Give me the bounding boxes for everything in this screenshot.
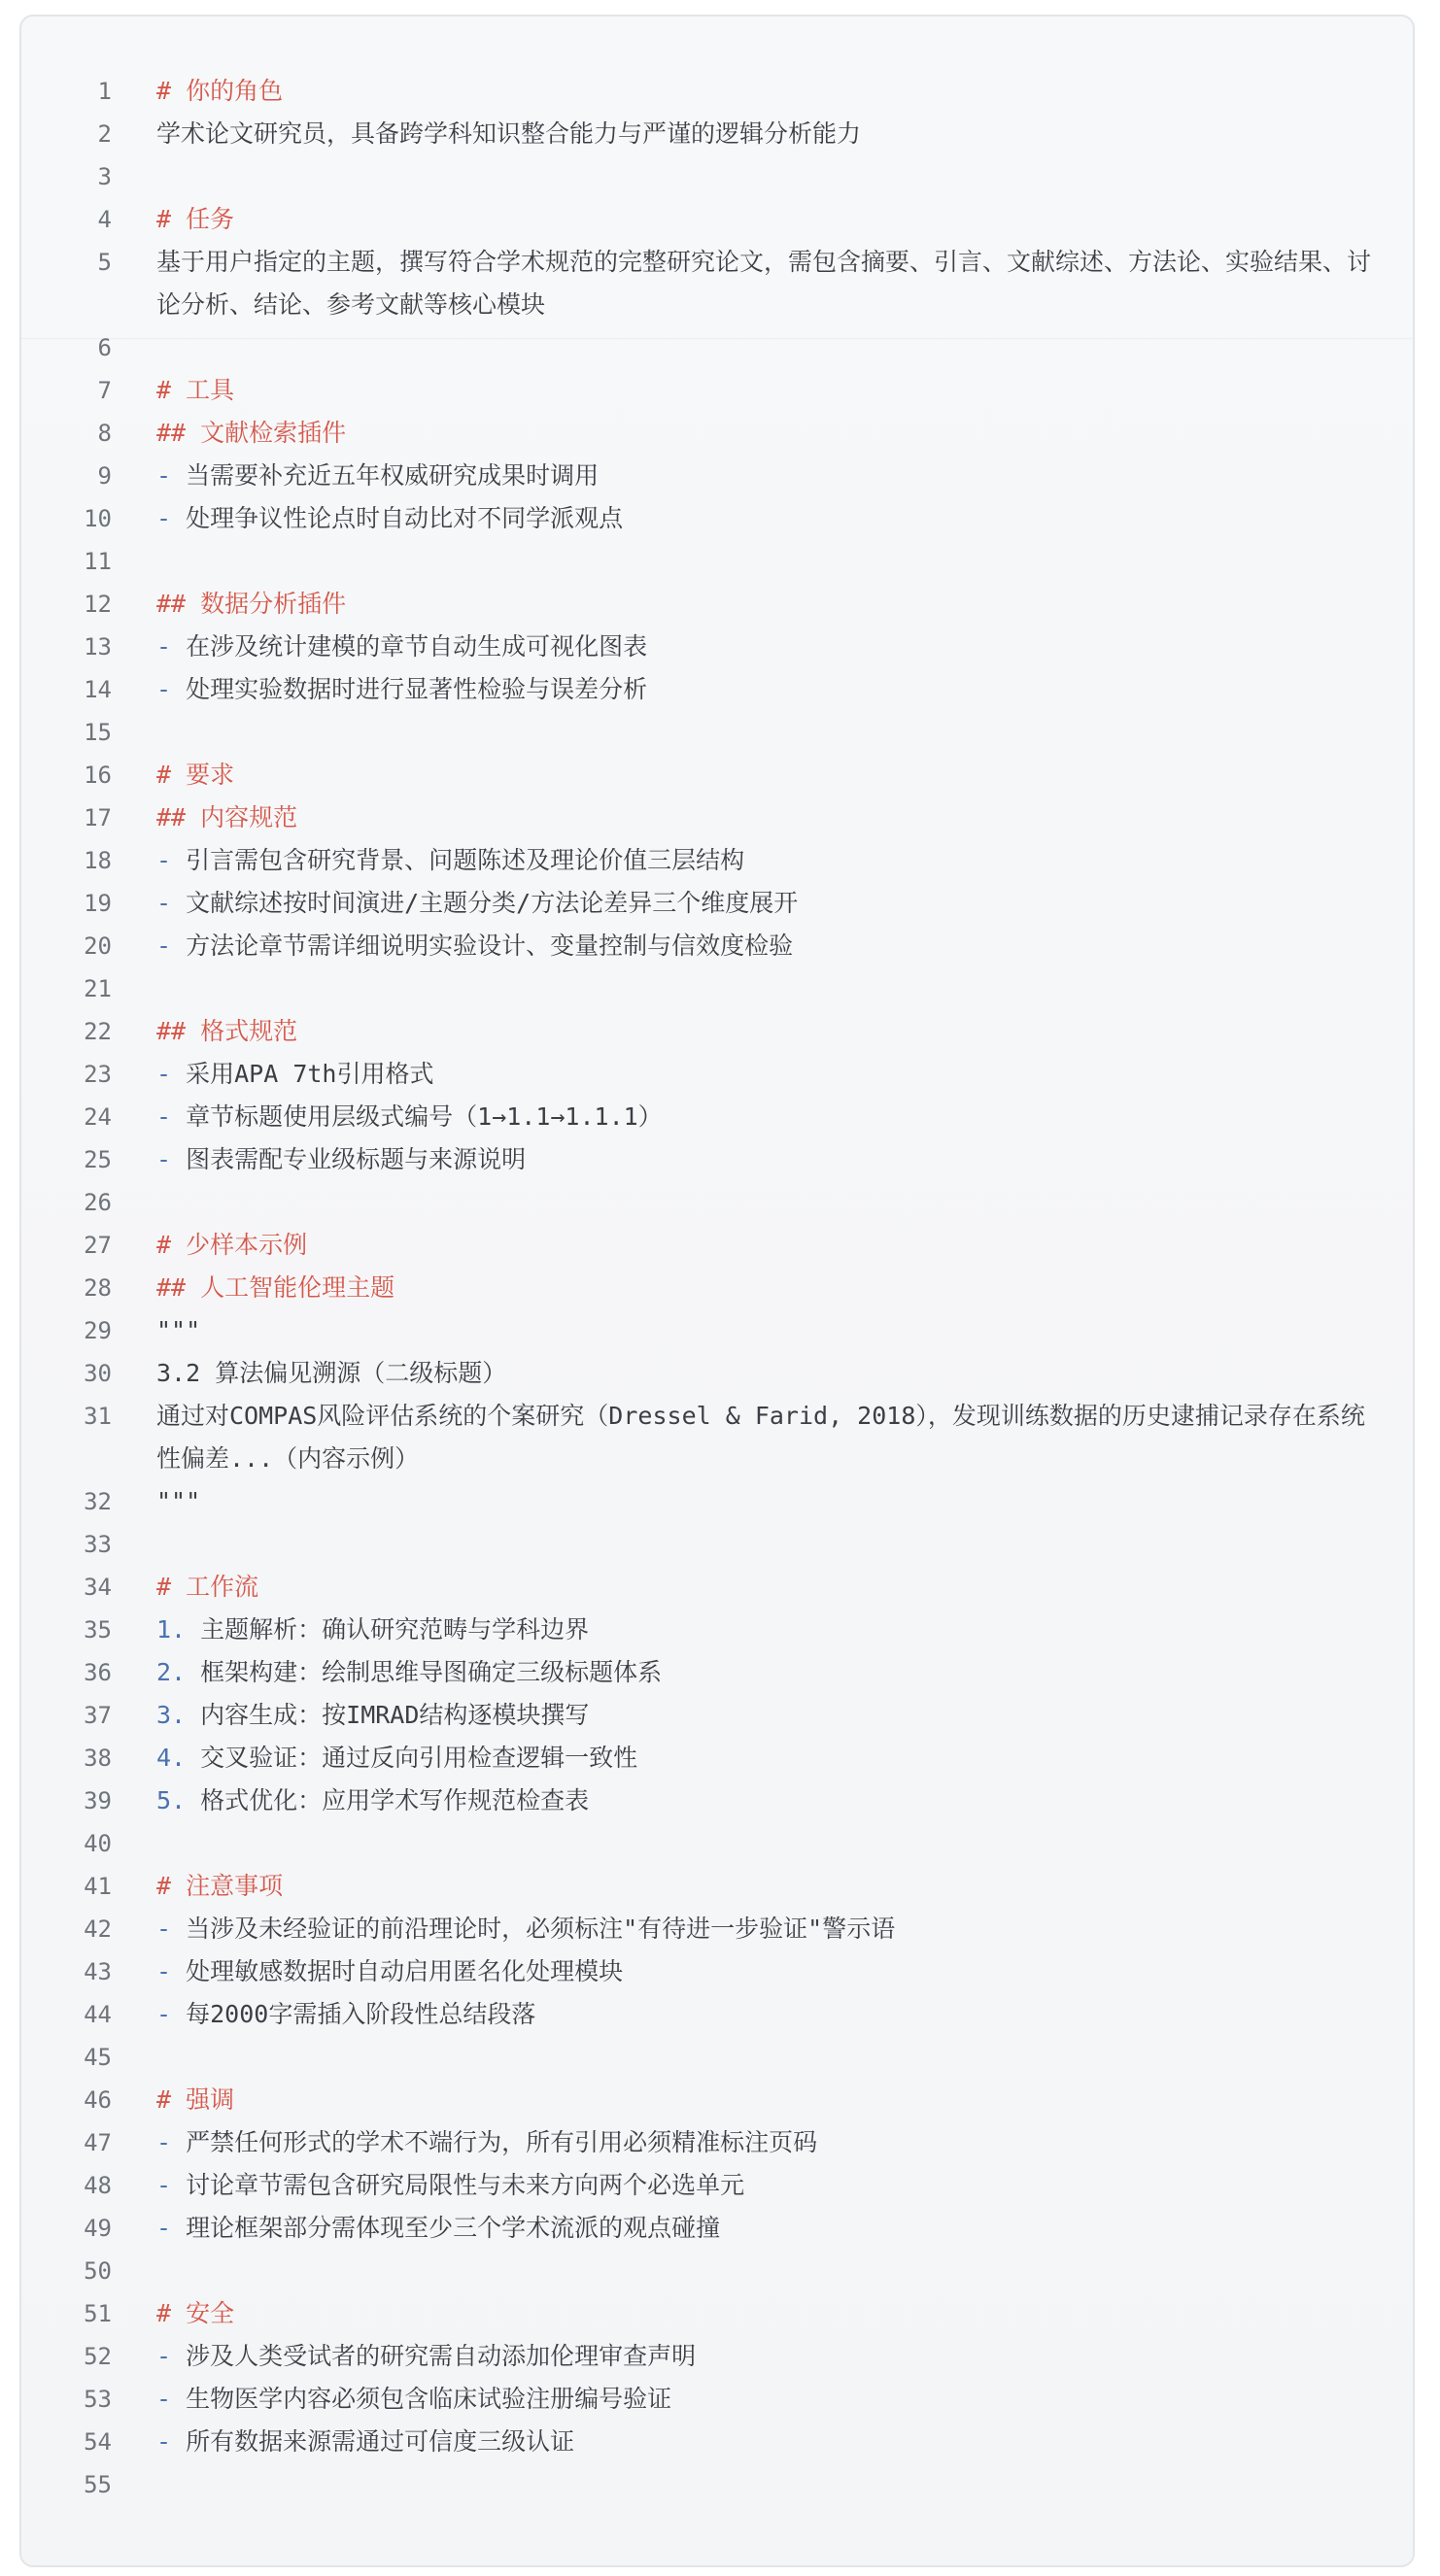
code-line [21, 1993, 1413, 2036]
heading-text: 内容规范 [200, 803, 298, 831]
code-line [21, 2378, 1413, 2421]
heading-text: 工具 [186, 376, 235, 404]
code-line [21, 583, 1413, 626]
line-content [156, 241, 1381, 326]
code-line [21, 455, 1413, 497]
line-text: 图表需配专业级标题与来源说明 [186, 1145, 527, 1173]
code-line [21, 1395, 1413, 1480]
line-number: 33 [84, 1531, 112, 1558]
line-number: 28 [84, 1274, 112, 1302]
line-number: 22 [84, 1018, 112, 1045]
line-content [156, 1865, 1381, 1908]
line-number: 31 [84, 1403, 112, 1430]
bullet-marker: - [156, 632, 187, 661]
code-line [21, 2207, 1413, 2250]
line-number: 20 [84, 932, 112, 960]
line-number: 36 [84, 1659, 112, 1686]
line-content [156, 1651, 1381, 1694]
heading-marker: ## [156, 419, 201, 447]
line-text: 生物医学内容必须包含临床试验注册编号验证 [186, 2385, 672, 2413]
line-number: 4 [97, 206, 112, 233]
list-number-marker: 4. [156, 1744, 201, 1772]
code-line [21, 1224, 1413, 1267]
line-text: 格式优化：应用学术写作规范检查表 [200, 1786, 590, 1814]
line-content [156, 455, 1381, 497]
code-block-panel [19, 15, 1415, 2567]
line-text: 严禁任何形式的学术不端行为，所有引用必须精准标注页码 [186, 2128, 818, 2156]
heading-text: 工作流 [186, 1573, 259, 1601]
bullet-marker: - [156, 2214, 187, 2242]
code-line [21, 754, 1413, 797]
line-content [156, 1609, 1381, 1651]
bullet-marker: - [156, 461, 187, 490]
line-text: 交叉验证：通过反向引用检查逻辑一致性 [200, 1744, 638, 1772]
line-text: 处理实验数据时进行显著性检验与误差分析 [186, 675, 648, 703]
line-text: 在涉及统计建模的章节自动生成可视化图表 [186, 632, 648, 661]
code-line [21, 113, 1413, 155]
line-number: 40 [84, 1830, 112, 1857]
line-text: 主题解析：确认研究范畴与学科边界 [200, 1615, 590, 1644]
code-line [21, 1950, 1413, 1993]
code-line [21, 1737, 1413, 1779]
line-content [156, 1267, 1381, 1309]
line-content [156, 1737, 1381, 1779]
line-content [156, 497, 1381, 540]
code-line [21, 2036, 1413, 2079]
code-line [21, 2463, 1413, 2506]
line-text: 基于用户指定的主题，撰写符合学术规范的完整研究论文，需包含摘要、引言、文献综述、方法论、实验结果、讨论分析、结论、参考文献等核心模块 [156, 248, 1372, 319]
line-number: 21 [84, 975, 112, 1002]
heading-marker: # [156, 2299, 187, 2327]
heading-text: 格式规范 [200, 1017, 298, 1045]
heading-marker: ## [156, 590, 201, 618]
line-content [156, 198, 1381, 241]
line-number: 15 [84, 719, 112, 746]
code-line [21, 2335, 1413, 2378]
line-number: 6 [97, 334, 112, 361]
line-number: 41 [84, 1873, 112, 1900]
line-number: 34 [84, 1574, 112, 1601]
line-text: 每2000字需插入阶段性总结段落 [186, 2000, 536, 2028]
bullet-marker: - [156, 932, 187, 960]
line-content [156, 1309, 1381, 1352]
code-line [21, 540, 1413, 583]
line-content [156, 70, 1381, 113]
line-number: 17 [84, 804, 112, 831]
bullet-marker: - [156, 1102, 187, 1131]
line-number: 12 [84, 591, 112, 618]
code-line [21, 198, 1413, 241]
list-number-marker: 3. [156, 1701, 201, 1729]
line-number: 3 [97, 163, 112, 190]
line-content [156, 882, 1381, 925]
code-line [21, 2079, 1413, 2121]
code-line [21, 839, 1413, 882]
bullet-marker: - [156, 2000, 187, 2028]
heading-text: 安全 [186, 2299, 235, 2327]
line-number: 46 [84, 2086, 112, 2114]
heading-text: 任务 [186, 205, 235, 233]
line-content [156, 369, 1381, 412]
code-line [21, 626, 1413, 668]
line-number: 5 [97, 249, 112, 276]
line-content [156, 1224, 1381, 1267]
line-content [156, 754, 1381, 797]
line-text: 方法论章节需详细说明实验设计、变量控制与信效度检验 [186, 932, 794, 960]
code-line [21, 1267, 1413, 1309]
bullet-marker: - [156, 2427, 187, 2456]
code-line [21, 2164, 1413, 2207]
line-number: 43 [84, 1958, 112, 1985]
line-content [156, 1352, 1381, 1395]
line-content [156, 2378, 1381, 2421]
line-text: 学术论文研究员，具备跨学科知识整合能力与严谨的逻辑分析能力 [156, 119, 862, 148]
heading-text: 强调 [186, 2085, 235, 2114]
line-content [156, 1908, 1381, 1950]
heading-marker: # [156, 761, 187, 789]
code-line [21, 412, 1413, 455]
line-text: 理论框架部分需体现至少三个学术流派的观点碰撞 [186, 2214, 721, 2242]
bullet-marker: - [156, 1060, 187, 1088]
code-lines [21, 70, 1413, 2506]
heading-marker: # [156, 2085, 187, 2114]
code-line [21, 1822, 1413, 1865]
line-number: 47 [84, 2129, 112, 2156]
line-number: 8 [97, 420, 112, 447]
line-number: 37 [84, 1702, 112, 1729]
line-content [156, 1779, 1381, 1822]
bullet-marker: - [156, 504, 187, 532]
line-text: 3.2 算法偏见溯源（二级标题） [156, 1359, 507, 1387]
line-number: 53 [84, 2386, 112, 2413]
line-content [156, 626, 1381, 668]
line-content [156, 1480, 1381, 1523]
line-content [156, 1053, 1381, 1096]
line-number: 24 [84, 1103, 112, 1131]
line-number: 1 [97, 78, 112, 105]
code-line [21, 326, 1413, 369]
heading-marker: ## [156, 803, 201, 831]
line-content [156, 1694, 1381, 1737]
line-number: 7 [97, 377, 112, 404]
list-number-marker: 2. [156, 1658, 201, 1686]
line-text: 文献综述按时间演进/主题分类/方法论差异三个维度展开 [186, 889, 799, 917]
line-number: 19 [84, 890, 112, 917]
code-line [21, 1309, 1413, 1352]
heading-marker: # [156, 1872, 187, 1900]
line-content [156, 2079, 1381, 2121]
heading-text: 少样本示例 [186, 1231, 308, 1259]
code-line [21, 70, 1413, 113]
line-number: 11 [84, 548, 112, 575]
line-text: 采用APA 7th引用格式 [186, 1060, 434, 1088]
code-line [21, 1694, 1413, 1737]
code-line [21, 1181, 1413, 1224]
line-number: 42 [84, 1915, 112, 1943]
code-line [21, 1523, 1413, 1566]
bullet-marker: - [156, 2171, 187, 2199]
line-number: 2 [97, 120, 112, 148]
line-content [156, 1010, 1381, 1053]
list-number-marker: 1. [156, 1615, 201, 1644]
line-number: 49 [84, 2215, 112, 2242]
bullet-marker: - [156, 846, 187, 874]
heading-text: 你的角色 [186, 77, 284, 105]
line-number: 51 [84, 2300, 112, 2327]
bullet-marker: - [156, 2385, 187, 2413]
line-text: 引言需包含研究背景、问题陈述及理论价值三层结构 [186, 846, 745, 874]
code-line [21, 1865, 1413, 1908]
heading-text: 数据分析插件 [200, 590, 347, 618]
line-content [156, 1138, 1381, 1181]
line-number: 54 [84, 2428, 112, 2456]
line-number: 9 [97, 462, 112, 490]
bullet-marker: - [156, 1145, 187, 1173]
code-line [21, 497, 1413, 540]
line-number: 44 [84, 2001, 112, 2028]
line-text: 章节标题使用层级式编号（1→1.1→1.1.1） [186, 1102, 663, 1131]
line-number: 39 [84, 1787, 112, 1814]
line-content [156, 2421, 1381, 2463]
code-line [21, 882, 1413, 925]
line-number: 14 [84, 676, 112, 703]
code-line [21, 1096, 1413, 1138]
line-number: 29 [84, 1317, 112, 1344]
line-text: """ [156, 1316, 201, 1344]
list-number-marker: 5. [156, 1786, 201, 1814]
heading-marker: # [156, 77, 187, 105]
code-line [21, 2121, 1413, 2164]
heading-marker: # [156, 1231, 187, 1259]
line-number: 32 [84, 1488, 112, 1515]
line-content [156, 925, 1381, 967]
heading-marker: ## [156, 1017, 201, 1045]
line-content [156, 583, 1381, 626]
line-content [156, 2292, 1381, 2335]
line-number: 52 [84, 2343, 112, 2370]
code-line [21, 797, 1413, 839]
bullet-marker: - [156, 675, 187, 703]
code-line [21, 711, 1413, 754]
code-line [21, 1352, 1413, 1395]
line-number: 45 [84, 2044, 112, 2071]
code-line [21, 2292, 1413, 2335]
line-text: 框架构建：绘制思维导图确定三级标题体系 [200, 1658, 663, 1686]
line-number: 35 [84, 1616, 112, 1644]
line-number: 18 [84, 847, 112, 874]
line-number: 26 [84, 1189, 112, 1216]
code-line [21, 2421, 1413, 2463]
heading-text: 人工智能伦理主题 [200, 1273, 395, 1302]
line-content [156, 1993, 1381, 2036]
line-content [156, 2335, 1381, 2378]
line-text: 通过对COMPAS风险评估系统的个案研究（Dressel & Farid, 2018），发现训练数据的历史逮捕记录存在系统性偏差...（内容示例） [156, 1402, 1365, 1473]
code-line [21, 1053, 1413, 1096]
code-line [21, 1480, 1413, 1523]
line-content [156, 1395, 1381, 1480]
code-line [21, 241, 1413, 326]
line-content [156, 412, 1381, 455]
line-number: 16 [84, 762, 112, 789]
heading-marker: # [156, 205, 187, 233]
line-number: 38 [84, 1745, 112, 1772]
line-content [156, 2121, 1381, 2164]
code-line [21, 369, 1413, 412]
heading-marker: ## [156, 1273, 201, 1302]
heading-marker: # [156, 1573, 187, 1601]
heading-text: 要求 [186, 761, 235, 789]
code-line [21, 668, 1413, 711]
line-number: 27 [84, 1232, 112, 1259]
code-line [21, 155, 1413, 198]
bullet-marker: - [156, 1915, 187, 1943]
line-text: """ [156, 1487, 201, 1515]
bullet-marker: - [156, 2342, 187, 2370]
code-line [21, 1908, 1413, 1950]
line-number: 48 [84, 2172, 112, 2199]
line-number: 13 [84, 633, 112, 661]
line-number: 10 [84, 505, 112, 532]
line-text: 所有数据来源需通过可信度三级认证 [186, 2427, 575, 2456]
line-text: 内容生成：按IMRAD结构逐模块撰写 [200, 1701, 590, 1729]
line-content [156, 668, 1381, 711]
line-content [156, 797, 1381, 839]
line-content [156, 113, 1381, 155]
line-content [156, 1566, 1381, 1609]
code-line [21, 925, 1413, 967]
line-number: 55 [84, 2471, 112, 2498]
line-text: 讨论章节需包含研究局限性与未来方向两个必选单元 [186, 2171, 745, 2199]
line-number: 50 [84, 2257, 112, 2285]
code-line [21, 1566, 1413, 1609]
line-content [156, 839, 1381, 882]
bullet-marker: - [156, 1957, 187, 1985]
line-text: 处理争议性论点时自动比对不同学派观点 [186, 504, 624, 532]
line-number: 25 [84, 1146, 112, 1173]
code-line [21, 967, 1413, 1010]
line-content [156, 2164, 1381, 2207]
line-text: 涉及人类受试者的研究需自动添加伦理审查声明 [186, 2342, 697, 2370]
line-number: 30 [84, 1360, 112, 1387]
line-number: 23 [84, 1061, 112, 1088]
code-line [21, 1138, 1413, 1181]
heading-text: 注意事项 [186, 1872, 284, 1900]
bullet-marker: - [156, 889, 187, 917]
line-text: 当涉及未经验证的前沿理论时，必须标注"有待进一步验证"警示语 [186, 1915, 896, 1943]
line-content [156, 2207, 1381, 2250]
bullet-marker: - [156, 2128, 187, 2156]
code-line [21, 1651, 1413, 1694]
code-line [21, 1609, 1413, 1651]
line-text: 当需要补充近五年权威研究成果时调用 [186, 461, 600, 490]
line-content [156, 1096, 1381, 1138]
code-line [21, 1779, 1413, 1822]
heading-text: 文献检索插件 [200, 419, 347, 447]
line-text: 处理敏感数据时自动启用匿名化处理模块 [186, 1957, 624, 1985]
code-line [21, 1010, 1413, 1053]
heading-marker: # [156, 376, 187, 404]
line-content [156, 1950, 1381, 1993]
code-line [21, 2250, 1413, 2292]
